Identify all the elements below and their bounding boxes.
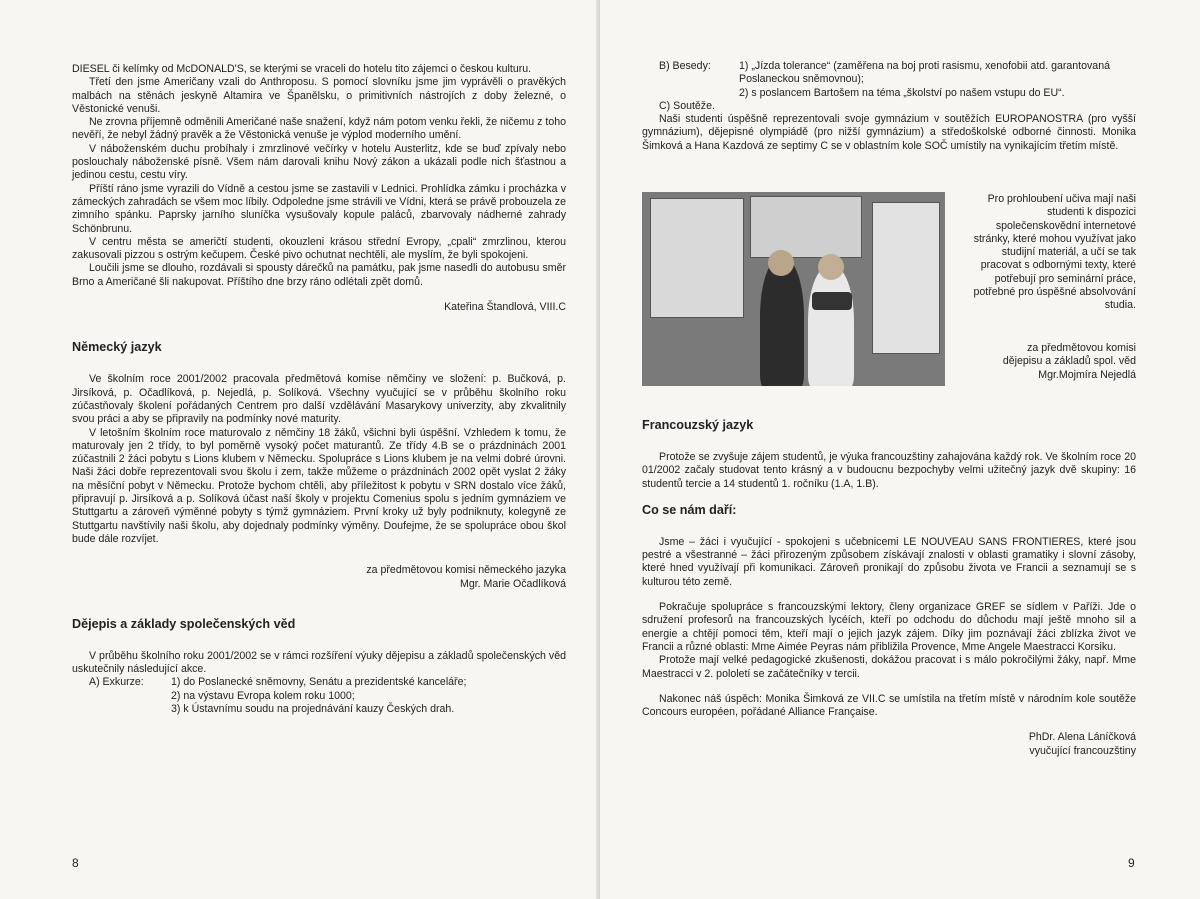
talk-item: 2) s poslancem Bartošem na téma „školství po našem vstupu do EU“. xyxy=(739,86,1065,99)
excursion-item: 3) k Ústavnímu soudu na projednávání kauzy Českých drah. xyxy=(171,702,455,715)
success-paragraph-4: Nakonec náš úspěch: Monika Šimková ze VII.C se umístila na třetím místě v národním kole soutěže Concours européen, pořádané Alliance Française. xyxy=(642,692,1136,719)
page-number-right: 9 xyxy=(1128,856,1135,870)
talks-label: B) Besedy: xyxy=(659,60,711,72)
intro-paragraph-6: V centru města se američtí studenti, okouzleni krásou střední Evropy, „cpali“ zmrzlinou, kterou zakusovali pizzou s ostrým kečupem. České pivo ochutnat nechtěli, ale myslím, že byli spokojeni. xyxy=(72,235,566,262)
german-heading: Německý jazyk xyxy=(72,340,162,355)
french-paragraph: Protože se zvyšuje zájem studentů, je výuka francouzštiny zahajována každý rok. Ve školním roce 20 01/2002 začaly studovat tento krásný a v budoucnu bezpochyby velmi užitečný jazyk dvě skupiny: 16 studentů tercie a 14 studentů 1. ročníku (1.A, 1.B). xyxy=(642,451,1136,490)
intro-signature: Kateřina Štandlová, VIII.C xyxy=(444,301,566,314)
history-heading: Dějepis a základy společenských věd xyxy=(72,616,296,631)
success-paragraph-3: Protože mají velké pedagogické zkušenosti, dokážou pracovat i s málo pokročilými žáky, např. Mme Maestracci v 2. pololetí se začátečníky v tercii. xyxy=(642,654,1136,680)
intro-paragraph-7: Loučili jsme se dlouho, rozdávali si spousty dárečků na památku, pak jsme nasedli do autobusu směr Brno a Američané šli nakupovat. Příštího dne brzy ráno odlétali zpět domů. xyxy=(72,262,566,288)
excursions-label: A) Exkurze: xyxy=(89,676,144,689)
right-column-bottom xyxy=(642,418,1136,758)
success-heading: Co se nám daří: xyxy=(642,502,737,517)
german-signature-role: za předmětovou komisi německého jazyka xyxy=(366,564,566,577)
excursion-item: 1) do Poslanecké sněmovny, Senátu a prezidentské kanceláře; xyxy=(171,676,467,689)
french-signature-name: PhDr. Alena Láníčková xyxy=(1028,731,1136,744)
talks-block xyxy=(642,60,1136,100)
german-paragraph-1: Ve školním roce 2001/2002 pracovala předmětová komise němčiny ve složení: p. Bučková, p. Jirsíková, p. Očadlíková, p. Nejedlá, p. Solíková. Všechny vyučující se v průběhu školního roku zúčastňovaly školení pořádaných Centrem pro další vzdělávání Masarykovy univerzity, aby zkvalitnily svou práci a aby se připravily na podmínky nové maturity. xyxy=(72,373,566,426)
contests-label: C) Soutěže. xyxy=(659,99,715,112)
excursion-item: 2) na výstavu Evropa kolem roku 1000; xyxy=(171,689,355,702)
success-paragraph-2: Pokračuje spolupráce s francouzskými lektory, členy organizace GREF se sídlem v Paříži. Jde o sdružení profesorů na francouzských lycéích, kteří po odchodu do důchodu mají ještě mnoho sil a energie a chtějí pomoci těm, kteří mají o jejich jazyk zájem. Díky jim poznávají žáci zblízka život ve Francii a různé oblasti: Mme Aimée Peyras nám přibližila Provence, Mme Angele Maestracci Korsiku. xyxy=(642,601,1136,653)
intro-paragraph-5: Příští ráno jsme vyrazili do Vídně a cestou jsme se zastavili v Lednici. Prohlídka zámku i procházka v zámeckých zahradách se všem moc líbily. Odpoledne jsme strávili ve Vídni, která se právě probouzela ze zimního spánku. Paprsky jarního sluníčka vysušovaly kopule paláců, zbarvovaly nádherné zahrady Schönbrunu. xyxy=(72,182,566,235)
side-signature-line: Mgr.Mojmíra Nejedlá xyxy=(1038,368,1136,381)
talk-item: 1) „Jízda tolerance“ (zaměřena na boj proti rasismu, xenofobii atd. garantovaná Poslaneckou sněmovnou); xyxy=(739,60,1110,86)
excursions-block xyxy=(72,676,566,716)
side-paragraph: Pro prohloubení učiva mají naši studenti k dispozici společenskovědní internetové stránky, které mohou využívat jako studijní materiál, a učí se tak pracovat s odbornými texty, které potřebují pro seminární práce, potřebné pro úspěšné absolvování studia. xyxy=(973,193,1136,312)
success-paragraph-1: Jsme – žáci i vyučující - spokojeni s učebnicemi LE NOUVEAU SANS FRONTIERES, které jsou pestré a všestranné – žáci přirozeným způsobem získávají znalosti v oblasti gramatiky i slovní zásoby, které hned využívají při komunikaci. Zároveň pronikají do způsobu života ve Francii a seznamují se s kulturou této země. xyxy=(642,535,1136,588)
side-signature-line: dějepisu a základů spol. věd xyxy=(1002,355,1136,368)
german-signature-name: Mgr. Marie Očadlíková xyxy=(460,577,566,590)
intro-paragraph-2: Třetí den jsme Američany vzali do Anthroposu. S pomocí slovníku jsme jim vyprávěli o pravěkých malbách na stěnách jeskyně Altamira ve Španělsku, o primitivních nástrojích z doby železné, o Věstonické venuši. xyxy=(72,76,566,115)
left-column xyxy=(72,63,566,716)
contests-paragraph: Naši studenti úspěšně reprezentovali svoje gymnázium v soutěžích EUROPANOSTRA (pro vyšší gymnázium), dějepisné olympiádě (pro nižší gymnázium) a středoškolské odborné činnosti. Monika Šimková a Hana Kazdová ze septimy C se v oblastním kole SOČ umístily na vynikajícím třetím místě. xyxy=(642,113,1136,152)
intro-paragraph-1: DIESEL či kelímky od McDONALD'S, se kterými se vraceli do hotelu tito zájemci o českou kulturu. xyxy=(72,63,532,75)
french-signature-role: vyučující francouzštiny xyxy=(1029,744,1136,757)
side-signature-line: za předmětovou komisi xyxy=(1027,342,1136,354)
page-number-left: 8 xyxy=(72,856,79,870)
classroom-photo xyxy=(642,192,945,386)
side-signature xyxy=(960,342,1136,382)
history-paragraph: V průběhu školního roku 2001/2002 se v rámci rozšíření výuky dějepisu a základů společenských věd uskutečnily následující akce. xyxy=(72,649,566,676)
page-right xyxy=(600,0,1200,899)
french-heading: Francouzský jazyk xyxy=(642,418,754,432)
right-column-top xyxy=(642,60,1136,153)
german-paragraph-2: V letošním školním roce maturovalo z němčiny 18 žáků, všichni byli úspěšní. Vzhledem k tomu, že maturovaly jen 2 třídy, to byl poměrně vysoký počet maturantů. Ze třídy 4.B se o prázdninách 2001 zúčastnili 2 žáci pobytu s Lions klubem v Německu. Spolupráce s Lions klubem je na velmi dobré úrovni. Naši žáci dobře reprezentovali svou školu i zem, takže můžeme o prázdninách 2002 opět vyslat 2 žáky na měsíční pobyt v Německu. Protože bychom chtěli, aby příležitost k pobytu v SRN dostalo více žáků, připravují p. Jirsíková a p. Solíková účast naší školy v projektu Comenius spolu s jedním gymnáziem ve Stuttgartu a zároveň výměnné pobyty s týmž gymnáziem. První kroky už byly podniknuty, kolegyně ze Stuttgartu navštívily naši školu, aby dojednaly podmínky výměny. Doufejme, že se spolupráce obou škol bude dále rozvíjet. xyxy=(72,426,566,545)
intro-paragraph-3: Ne zrovna příjemně odměnili Američané naše snažení, když nám potom venku řekli, že ničemu z toho nevěří, že nebyl žádný pravěk a že Věstonická venuše je výplod moderního umění. xyxy=(72,116,566,142)
intro-paragraph-4: V náboženském duchu probíhaly i zmrzlinové večírky v hotelu Austerlitz, kde se buď zpívaly nebo poslouchaly náboženské písně. Všem nám darovali knihu Nový zákon a ukázali podle nich šťastnou a jedinou cestu, cestu víry. xyxy=(72,142,566,182)
